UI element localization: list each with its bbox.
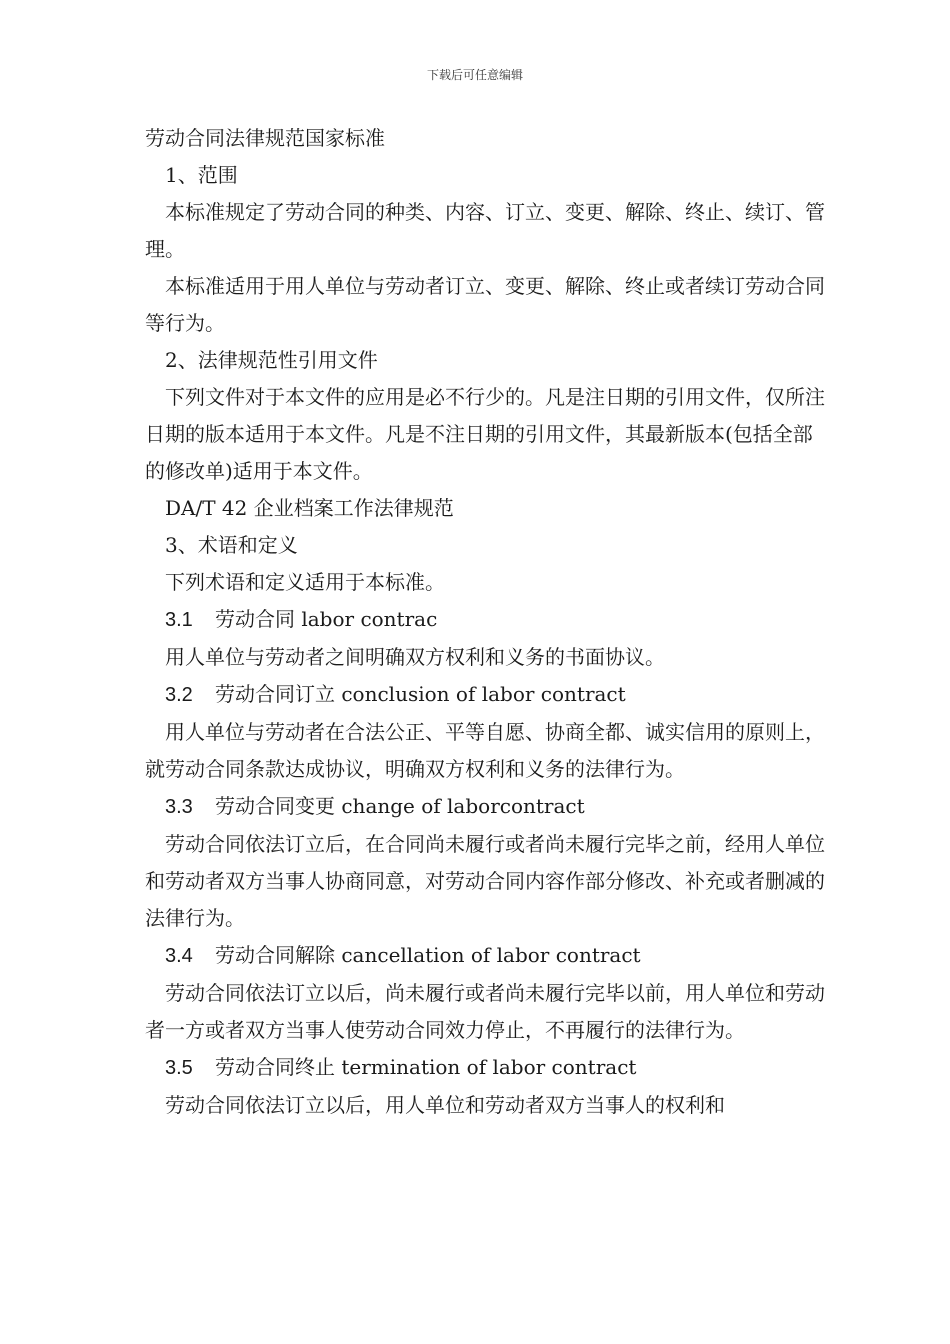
term-number: 3.1 [165, 609, 193, 631]
document-title: 劳动合同法律规范国家标准 [145, 126, 385, 150]
term-heading [145, 1049, 825, 1087]
term-title: 劳动合同终止 termination of labor contract [215, 1055, 637, 1079]
term-number: 3.3 [165, 796, 193, 818]
paragraph: 劳动合同依法订立以后，用人单位和劳动者双方当事人的权利和 [165, 1093, 725, 1117]
section-heading-terms: 3、术语和定义 [165, 533, 298, 557]
term-heading [145, 788, 825, 826]
term-heading [145, 601, 825, 639]
paragraph: 用人单位与劳动者之间明确双方权利和义务的书面协议。 [165, 645, 665, 669]
term-title: 劳动合同解除 cancellation of labor contract [215, 943, 641, 967]
paragraph: 下列术语和定义适用于本标准。 [165, 570, 445, 594]
term-title: 劳动合同 labor contrac [215, 607, 438, 631]
term-heading [145, 937, 825, 975]
reference-item: DA/T 42 企业档案工作法律规范 [165, 496, 454, 520]
paragraph: 劳动合同依法订立后，在合同尚未履行或者尚未履行完毕之前，经用人单位和劳动者双方当事人协商同意，对劳动合同内容作部分修改、补充或者删减的法律行为。 [145, 832, 825, 930]
term-title: 劳动合同变更 change of laborcontract [215, 794, 585, 818]
document-body [145, 120, 825, 1124]
page-header: 下载后可任意编辑 [426, 68, 523, 82]
term-title: 劳动合同订立 conclusion of labor contract [215, 682, 626, 706]
paragraph: 下列文件对于本文件的应用是必不行少的。凡是注日期的引用文件，仅所注日期的版本适用于本文件。凡是不注日期的引用文件，其最新版本(包括全部的修改单)适用于本文件。 [145, 385, 825, 483]
paragraph: 本标准适用于用人单位与劳动者订立、变更、解除、终止或者续订劳动合同等行为。 [145, 274, 825, 335]
paragraph: 本标准规定了劳动合同的种类、内容、订立、变更、解除、终止、续订、管理。 [145, 200, 825, 261]
section-heading-references: 2、法律规范性引用文件 [165, 348, 378, 372]
term-number: 3.4 [165, 945, 193, 967]
paragraph: 劳动合同依法订立以后，尚未履行或者尚未履行完毕以前，用人单位和劳动者一方或者双方当事人使劳动合同效力停止，不再履行的法律行为。 [145, 981, 825, 1042]
term-heading [145, 676, 825, 714]
paragraph: 用人单位与劳动者在合法公正、平等自愿、协商全都、诚实信用的原则上，就劳动合同条款达成协议，明确双方权利和义务的法律行为。 [145, 720, 825, 781]
section-heading-scope: 1、范围 [165, 163, 238, 187]
term-number: 3.5 [165, 1057, 193, 1079]
term-number: 3.2 [165, 684, 193, 706]
